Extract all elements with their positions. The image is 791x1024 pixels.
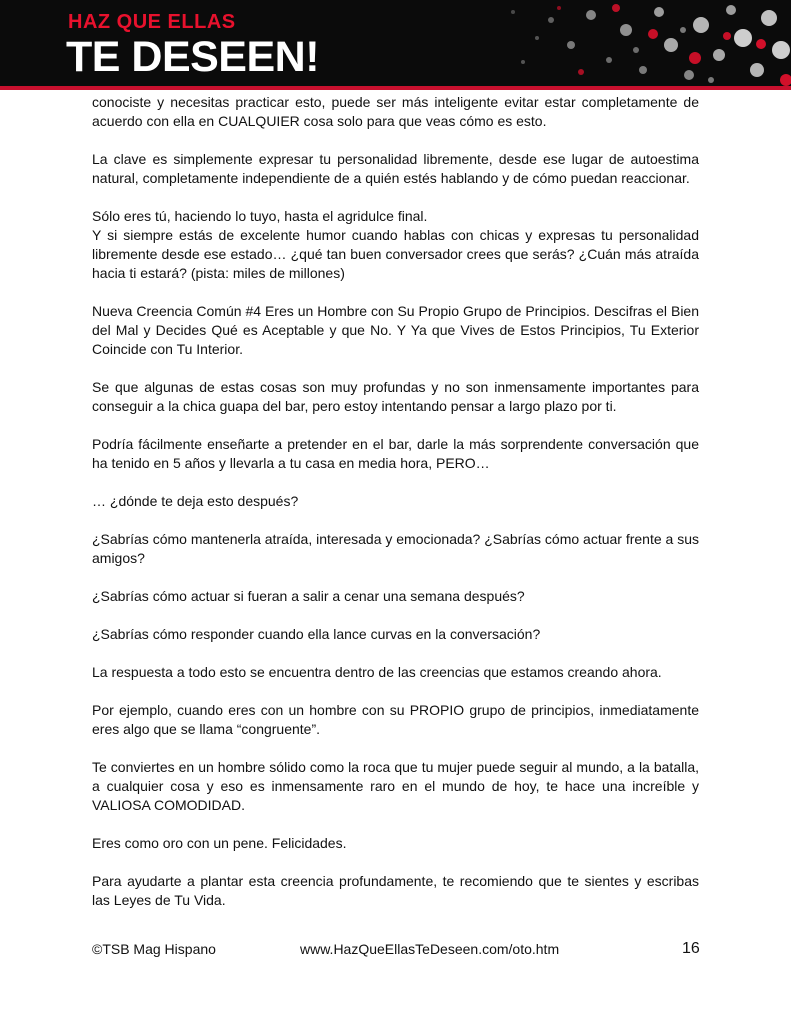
paragraph: Y si siempre estás de excelente humor cuando hablas con chicas y expresas tu personalidad libremente desde ese estado… ¿qué tan buen conversador crees que serás? ¿Cuán más atraída hacia ti estará? (pista: miles de millones)	[92, 227, 699, 281]
paragraph: Eres como oro con un pene. Felicidades.	[92, 835, 347, 851]
header-banner	[0, 0, 791, 86]
paragraph: Te conviertes en un hombre sólido como la roca que tu mujer puede seguir al mundo, a la batalla, a cualquier cosa y eso es inmensamente raro en el mundo de hoy, te hace una increíble y VALIOSA COMODIDAD.	[92, 759, 699, 813]
page-footer	[0, 938, 791, 962]
footer-copyright: ©TSB Mag Hispano	[92, 941, 216, 957]
paragraph: conociste y necesitas practicar esto, puede ser más inteligente evitar estar completamente de acuerdo con ella en CUALQUIER cosa solo para que veas cómo es esto.	[92, 94, 699, 129]
banner-title-top: HAZ QUE ELLAS	[68, 11, 236, 33]
paragraph: La respuesta a todo esto se encuentra dentro de las creencias que estamos creando ahora.	[92, 664, 662, 680]
banner-accent-line	[0, 86, 791, 90]
paragraph: ¿Sabrías cómo mantenerla atraída, interesada y emocionada? ¿Sabrías cómo actuar frente a sus amigos?	[92, 531, 699, 566]
paragraph: La clave es simplemente expresar tu personalidad libremente, desde ese lugar de autoestima natural, completamente independiente de a quién estés hablando y de cómo puedan reaccionar.	[92, 151, 699, 186]
paragraph: Sólo eres tú, haciendo lo tuyo, hasta el agridulce final.	[92, 208, 428, 224]
paragraph: Nueva Creencia Común #4 Eres un Hombre con Su Propio Grupo de Principios. Descifras el Bien del Mal y Decides Qué es Aceptable y que No. Y Ya que Vives de Estos Principios, Tu Exterior Coincide con Tu Interior.	[92, 303, 699, 357]
paragraph: ¿Sabrías cómo responder cuando ella lance curvas en la conversación?	[92, 626, 541, 642]
paragraph: Para ayudarte a plantar esta creencia profundamente, te recomiendo que te sientes y escribas las Leyes de Tu Vida.	[92, 873, 699, 908]
paragraph: Por ejemplo, cuando eres con un hombre con su PROPIO grupo de principios, inmediatamente eres algo que se llama “congruente”.	[92, 702, 699, 737]
footer-url[interactable]: www.HazQueEllasTeDeseen.com/oto.htm	[300, 941, 560, 957]
page-number: 16	[682, 940, 700, 957]
paragraph: Se que algunas de estas cosas son muy profundas y no son inmensamente importantes para conseguir a la chica guapa del bar, pero estoy intentando pensar a largo plazo por ti.	[92, 379, 699, 414]
paragraph: … ¿dónde te deja esto después?	[92, 493, 299, 509]
dot-pattern-decoration	[291, 0, 791, 86]
paragraph: Podría fácilmente enseñarte a pretender en el bar, darle la más sorprendente conversación que ha tenido en 5 años y llevarla a tu casa en media hora, PERO…	[92, 436, 699, 471]
page-body	[92, 93, 699, 929]
banner-title-bottom: TE DESEEN!	[66, 33, 320, 81]
paragraph: ¿Sabrías cómo actuar si fueran a salir a cenar una semana después?	[92, 588, 525, 604]
